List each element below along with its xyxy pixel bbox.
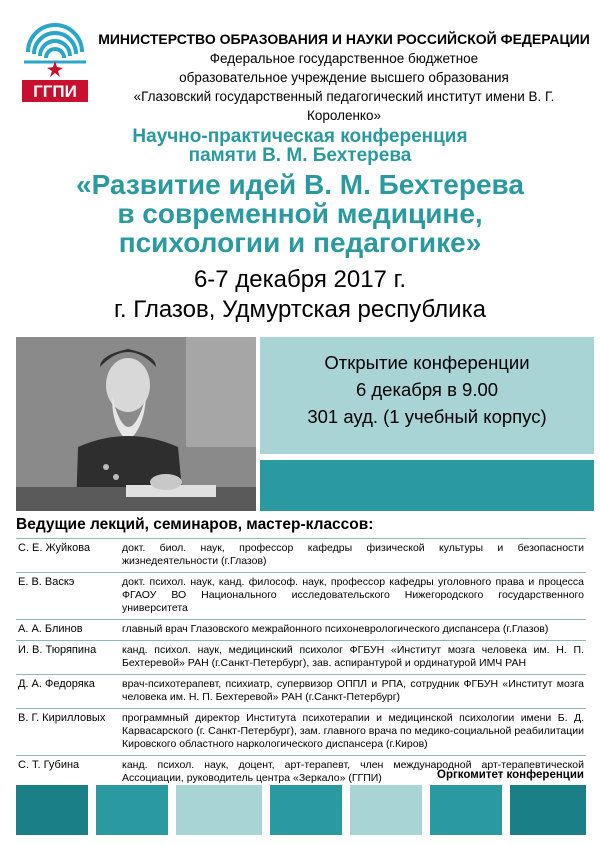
ministry-line4: «Глазовский государственный педагогический институт имени В. Г. Короленко» [133, 89, 555, 123]
decor-square [430, 785, 502, 835]
lecturer-name: С. Т. Губина [16, 756, 120, 790]
lecturer-name: А. А. Блинов [16, 620, 120, 641]
lecturer-desc: врач-психотерапевт, психиатр, супервизор ОППЛ и РПА, сотрудник ФГБУН «Институт мозга человека им. Н. П. Бехтеревой» РАН (г.Санкт-Петербург) [120, 675, 586, 709]
lecturer-desc: главный врач Глазовского межрайонного психоневрологического диспансера (г.Глазов) [120, 620, 586, 641]
decor-squares [16, 785, 586, 835]
table-row [16, 539, 586, 573]
decor-square [510, 785, 586, 835]
lecturer-desc: программный директор Института психотерапии и медицинской психологии имени Б. Д. Карвасарского (г. Санкт-Петербург), зам. главного врача по медико-социальной реабилитации Кировского областного наркологического диспансера (г.Киров) [120, 709, 586, 756]
lecturers-table [16, 538, 586, 789]
conference-title1: «Развитие идей В. М. Бехтерева [76, 169, 524, 200]
lecturers-heading: Ведущие лекций, семинаров, мастер-классов: [16, 516, 374, 533]
lecturer-name: Е. В. Васкэ [16, 573, 120, 620]
decor-square [96, 785, 168, 835]
decor-square [270, 785, 342, 835]
lecturer-desc: канд. психол. наук, медицинский психолог ФГБУН «Институт мозга человека им. Н. П. Бехтеревой» РАН (г.Санкт-Петербург), зав. аспирантурой и ординатурой ИМЧ РАН [120, 641, 586, 675]
decor-square [176, 785, 262, 835]
ministry-line2: Федеральное государственное бюджетное [209, 51, 479, 66]
table-row [16, 641, 586, 675]
logo-arcs-icon [22, 18, 88, 104]
opening-line3: 301 ауд. (1 учебный корпус) [307, 406, 547, 427]
ministry-line3: образовательное учреждение высшего образования [179, 70, 509, 85]
lecturer-name: С. Е. Жуйкова [16, 539, 120, 573]
opening-line1: Открытие конференции [324, 352, 530, 373]
table-row [16, 709, 586, 756]
bekhterev-portrait [16, 337, 256, 511]
orgcom-label: Оргкомитет конференции [437, 769, 584, 781]
conference-place: г. Глазов, Удмуртская республика [114, 296, 486, 323]
conference-subtitle1: Научно-практическая конференция [132, 126, 468, 147]
opening-info-box [260, 337, 594, 454]
logo-text: ГГПИ [33, 82, 77, 101]
conference-title3: психологии и педагогике» [118, 227, 482, 258]
conference-title2: в современной медицине, [117, 198, 483, 229]
portrait-image-icon [16, 337, 256, 511]
decor-square [16, 785, 88, 835]
decor-square [350, 785, 422, 835]
lecturer-desc: докт. биол. наук, профессор кафедры физической культуры и безопасности жизнедеятельности (г.Глазов) [120, 539, 586, 573]
ministry-header [96, 30, 592, 125]
institute-logo [22, 18, 88, 104]
table-row [16, 620, 586, 641]
lecturer-name: В. Г. Кирилловых [16, 709, 120, 756]
lecturer-desc: докт. психол. наук, канд. философ. наук, профессор кафедры уголовного права и процесса ФГАОУ ВО Национального исследовательского Нижегородского государственного университета [120, 573, 586, 620]
lecturer-name: И. В. Тюряпина [16, 641, 120, 675]
ministry-line1: МИНИСТЕРСТВО ОБРАЗОВАНИЯ И НАУКИ РОССИЙСКОЙ ФЕДЕРАЦИИ [98, 31, 590, 47]
table-row [16, 573, 586, 620]
conference-date: 6-7 декабря 2017 г. [193, 266, 407, 293]
conference-subtitle2: памяти В. М. Бехтерева [188, 145, 412, 166]
lecturer-desc: канд. психол. наук, доцент, арт-терапевт, член международной арт-терапевтической Ассоциации, руководитель центра «Зеркало» (ГГПИ) [120, 756, 586, 790]
opening-line2: 6 декабря в 9.00 [355, 379, 499, 400]
table-row [16, 675, 586, 709]
lecturer-name: Д. А. Федоряка [16, 675, 120, 709]
teal-decor-bar [260, 460, 594, 511]
